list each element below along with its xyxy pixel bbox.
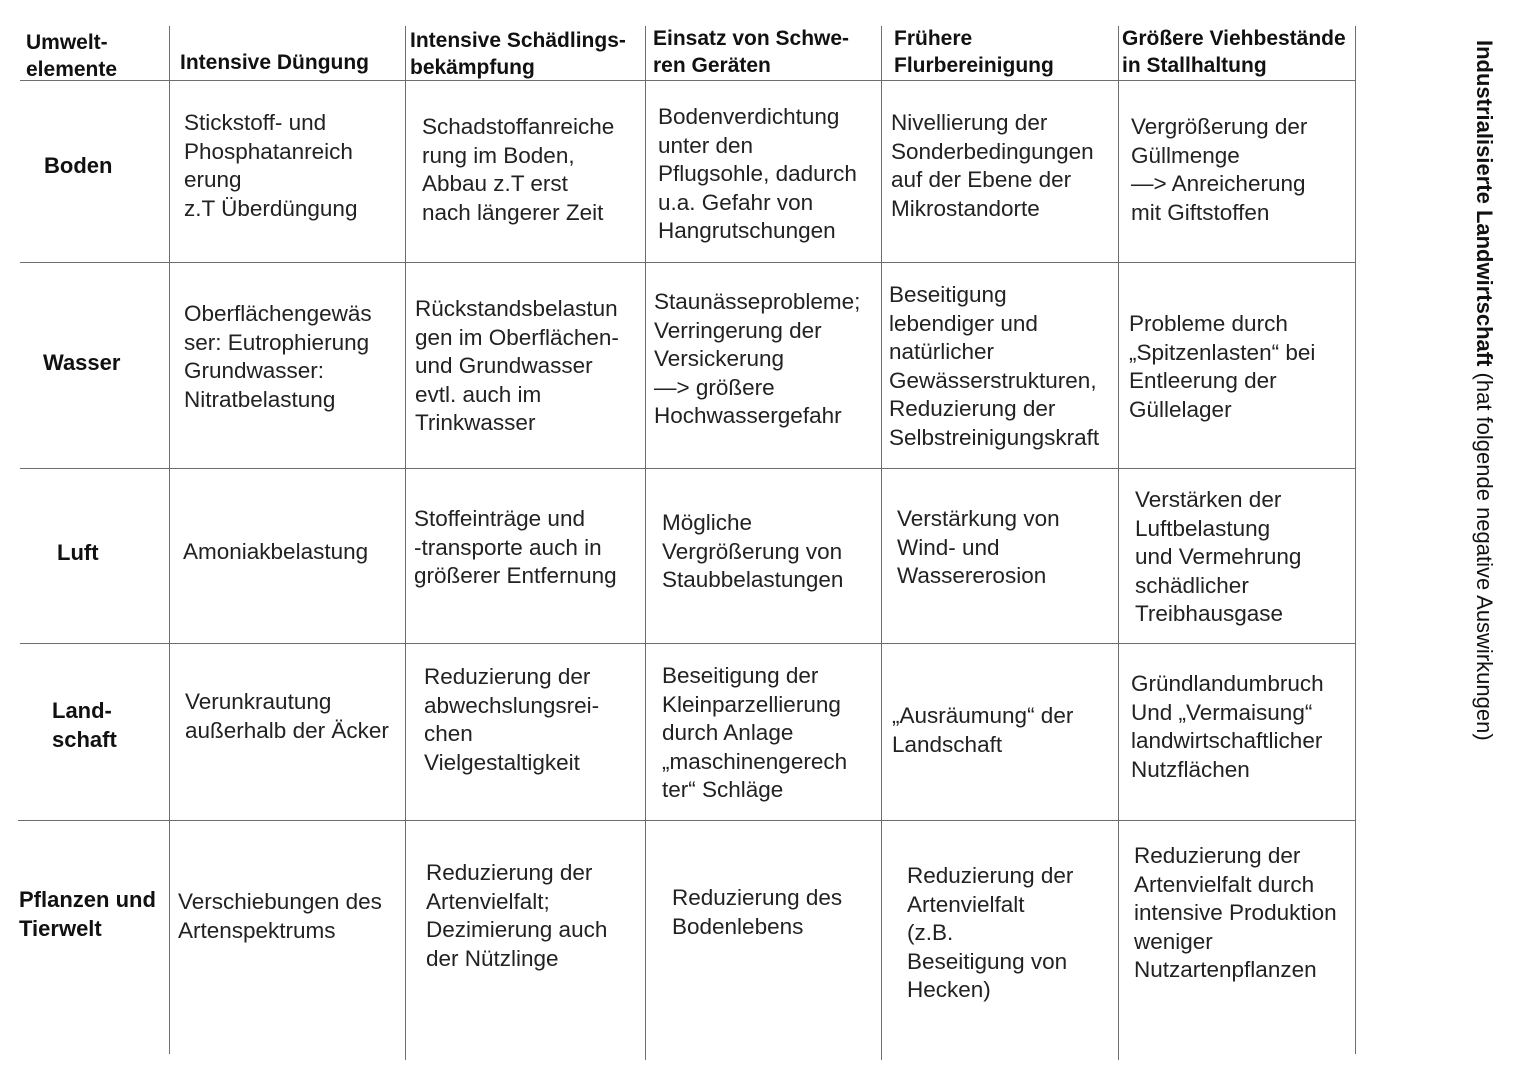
grid-line — [20, 80, 1356, 81]
table-cell: Staunässeprobleme; Verringerung der Versickerung —> größere Hochwassergefahr — [654, 289, 861, 428]
table-cell: Schadstoffanreiche rung im Boden, Abbau z.T erst nach längerer Zeit — [422, 114, 615, 225]
table-cell: Amoniakbelastung — [183, 539, 369, 564]
row-label: Wasser — [43, 350, 121, 375]
row-label: Land- schaft — [52, 698, 117, 752]
grid-line — [20, 468, 1356, 469]
row-label: Boden — [44, 153, 113, 178]
grid-line — [18, 820, 1356, 821]
table-cell: Verstärkung von Wind- und Wassererosion — [897, 506, 1060, 588]
table-cell: Mögliche Vergrößerung von Staubbelastungen — [662, 510, 844, 592]
column-header: Intensive Düngung — [180, 51, 369, 74]
table-cell: Nivellierung der Sonderbedingungen auf der Ebene der Mikrostandorte — [891, 110, 1094, 221]
table-cell: Reduzierung der Artenvielfalt; Dezimierung auch der Nützlinge — [426, 860, 608, 971]
row-label: Pflanzen und Tierwelt — [19, 887, 156, 941]
grid-line — [20, 643, 1356, 644]
grid-line — [881, 26, 882, 1060]
column-header: Frühere Flurbereinigung — [894, 27, 1054, 77]
table-cell: Reduzierung des Bodenlebens — [672, 885, 843, 939]
table-cell: Rückstandsbelastun gen im Oberflächen- und Grundwasser evtl. auch im Trinkwasser — [415, 296, 619, 435]
table-cell: Oberflächengewäs ser: Eutrophierung Grundwasser: Nitratbelastung — [184, 301, 372, 412]
table-cell: Reduzierung der abwechslungsrei- chen Vielgestaltigkeit — [424, 664, 600, 775]
side-title-normal: (hat folgende negative Auswirkungen) — [1472, 366, 1497, 741]
table-cell: Stickstoff- und Phosphatanreich erung z.T Überdüngung — [184, 110, 358, 221]
table-cell: Gründlandumbruch Und „Vermaisung“ landwirtschaftlicher Nutzflächen — [1131, 671, 1324, 782]
grid-line — [405, 26, 406, 1060]
table-cell: Verstärken der Luftbelastung und Vermehrung schädlicher Treibhausgase — [1135, 487, 1302, 626]
table-cell: Verunkrautung außerhalb der Äcker — [185, 689, 389, 743]
column-header: Einsatz von Schwe- ren Geräten — [653, 27, 850, 77]
side-title-bold: Industrialisierte Landwirtschaft — [1472, 40, 1497, 367]
grid-line — [645, 26, 646, 1060]
table-cell: Beseitigung lebendiger und natürlicher Gewässerstrukturen, Reduzierung der Selbstreinigungskraft — [889, 282, 1100, 450]
table-cell: Reduzierung der Artenvielfalt durch intensive Produktion weniger Nutzartenpflanzen — [1134, 843, 1337, 982]
table-cell: Verschiebungen des Artenspektrums — [178, 889, 382, 943]
table-cell: Probleme durch „Spitzenlasten“ bei Entleerung der Güllelager — [1129, 311, 1316, 422]
table-cell: Beseitigung der Kleinparzellierung durch Anlage „maschinengerech ter“ Schläge — [662, 663, 848, 802]
table-cell: Vergrößerung der Güllmenge —> Anreicherung mit Giftstoffen — [1131, 114, 1308, 225]
table-cell: Reduzierung der Artenvielfalt (z.B. Beseitigung von Hecken) — [907, 863, 1074, 1002]
table-cell: Bodenverdichtung unter den Pflugsohle, dadurch u.a. Gefahr von Hangrutschungen — [658, 104, 857, 243]
column-header: Größere Viehbestände in Stallhaltung — [1122, 27, 1346, 77]
row-label: Luft — [57, 540, 99, 565]
grid-line — [169, 26, 170, 1054]
grid-line — [1118, 26, 1119, 1060]
table-cell: Stoffeinträge und -transporte auch in größerer Entfernung — [414, 506, 617, 588]
corner-header: Umwelt- elemente — [26, 31, 118, 81]
column-header: Intensive Schädlings- bekämpfung — [410, 29, 626, 79]
side-title — [1470, 40, 1514, 800]
table-cell: „Ausräumung“ der Landschaft — [892, 703, 1074, 757]
grid-line — [20, 262, 1356, 263]
grid-line — [1355, 26, 1356, 1054]
